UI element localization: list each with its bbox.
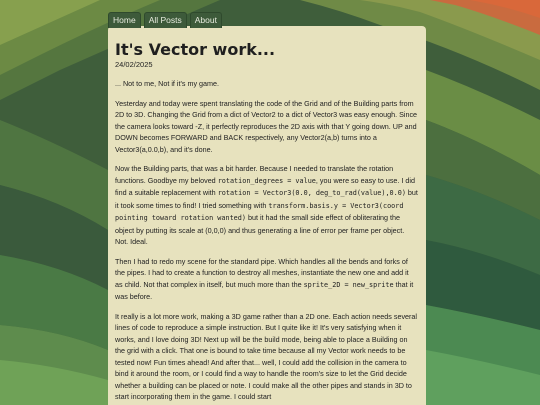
post-paragraph-4 bbox=[115, 256, 418, 303]
top-nav bbox=[108, 12, 222, 28]
paragraph-text: but it took some times to find! I tried something with bbox=[115, 188, 418, 210]
post-paragraph-1: ... Not to me, Not if it's my game. bbox=[115, 79, 220, 88]
post-card bbox=[108, 26, 426, 405]
nav-all-posts-link[interactable]: All Posts bbox=[144, 12, 187, 28]
inline-code: rotation_degrees = value bbox=[217, 176, 316, 185]
paragraph-text: but it had the small side effect of obliterating the object by putting its scale at (0,0,0) and thus generating a line of error per frame per object. Not. Ideal. bbox=[115, 213, 405, 246]
post-date: 24/02/2025 bbox=[115, 60, 153, 69]
post-title: It's Vector work... bbox=[115, 40, 276, 59]
post-paragraph-3 bbox=[115, 163, 418, 248]
inline-code: transform.basis.y = Vector3(coord pointing toward rotation wanted) bbox=[115, 201, 404, 222]
paragraph-text: Now the Building parts, that was a bit harder. Because I needed to translate the rotation functions. Goodbye my beloved bbox=[115, 164, 394, 185]
paragraph-text: Then I had to redo my scene for the standard pipe. Which handles all the bends and forks of the pipes. I had to create a function to destroy all meshes, instantiate the new one and add it as child. Not that complex in itself, but much more than the bbox=[115, 256, 409, 289]
inline-code: sprite_2D = new_sprite bbox=[303, 280, 394, 289]
nav-home-link[interactable]: Home bbox=[108, 12, 141, 28]
paragraph-text: that it was before. bbox=[115, 279, 414, 301]
post-paragraph-2: Yesterday and today were spent translating the code of the Grid and of the Building parts from 2D to 3D. Changing the Grid from a dict of Vector2 to a dict of Vector3 was easy enough. Since the camera looks toward -Z, it perfectly reproduces the 2D axis with that Y going down. UP and DOWN becomes FORWARD and BACK respectively, any Vector2(a,b) turns into a Vector3(a,0.0,b), and it's done. bbox=[115, 98, 418, 154]
inline-code: rotation = Vector3(0.0, deg_to_rad(value),0.0) bbox=[217, 189, 406, 197]
nav-about-link[interactable]: About bbox=[190, 12, 222, 28]
post-paragraph-5: It really is a lot more work, making a 3D game rather than a 2D one. Each action needs several lines of code to reproduce a simple instruction. But I quite like it! It's very satisfying when it works, and I love doing 3D! Next up will be the build mode, being able to place a Building on the grid with a click. That one is bound to take time because all my Vector work needs to be tested now! Fun times ahead! And after that... well, I could add the collision in the camera to bind it around the room, or I could find a way to handle the room's size to let the Grid decide whether a building can be placed or note. I could make all the other pipes and stands in 3D to start incorporating them in the game. I could start bbox=[115, 311, 418, 401]
paragraph-text: , you were so easy to use. I did find a suitable replacement with bbox=[115, 175, 415, 197]
